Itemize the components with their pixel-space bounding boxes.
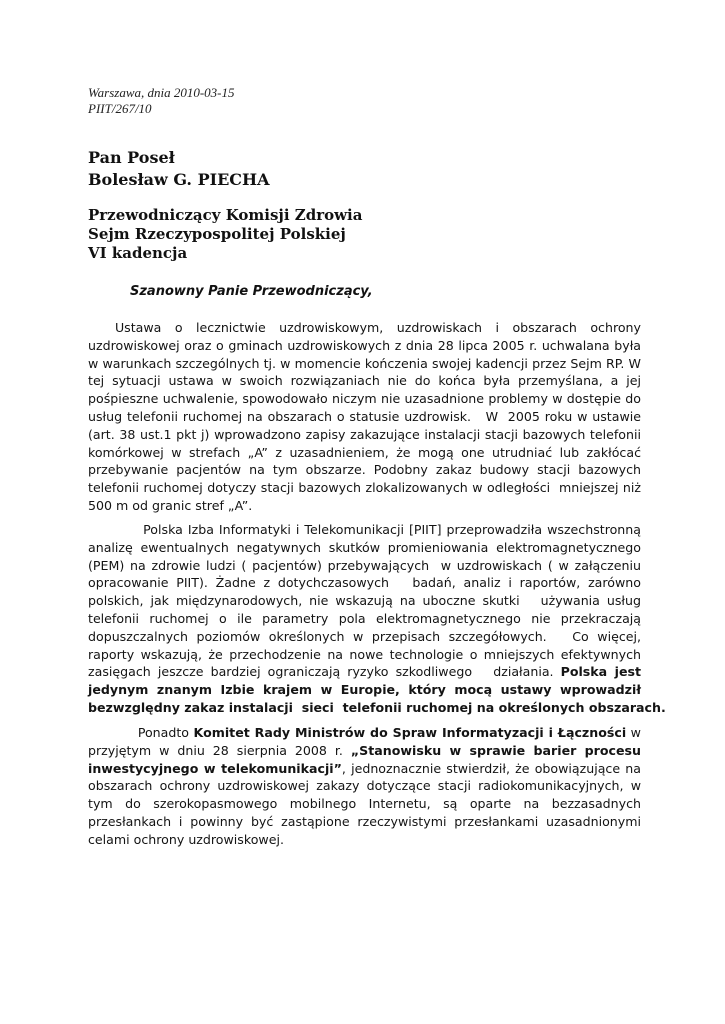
emphasis-text: Polska jest — [560, 664, 641, 680]
body-paragraph-1 — [88, 319, 641, 515]
paragraph-line: opracowanie PIIT). Żadne z dotychczasowych badań, analiz i raportów, zarówno — [88, 575, 641, 591]
paragraph-line: (PEM) na zdrowie ludzi ( pacjentów) przebywających w uzdrowiskach ( w załączeniu — [88, 557, 641, 573]
addressee-title: Pan Poseł — [88, 148, 175, 167]
body-paragraph-3 — [88, 724, 641, 849]
paragraph-line: analizę ewentualnych negatywnych skutków promieniowania elektromagnetycznego — [88, 539, 641, 555]
paragraph-line: przyjętym w dniu 28 sierpnia 2008 r. „Stanowisku w sprawie barier procesu — [88, 742, 642, 758]
committee-term: VI kadencja — [88, 244, 188, 262]
emphasis-text: „Stanowisku w sprawie barier procesu — [350, 742, 642, 758]
emphasis-text: Komitet Rady Ministrów do Spraw Informatyzacji i Łączności — [193, 725, 627, 740]
paragraph-line: 500 m od granic stref „A”. — [88, 497, 253, 513]
addressee-block — [88, 147, 270, 191]
paragraph-line: telefonii ruchomej dotyczy stacji bazowych zlokalizowanych w odległości mniejszej niż — [88, 480, 641, 496]
paragraph-line: inwestycyjnego w telekomunikacji”, jednoznacznie stwierdził, że obowiązujące na — [88, 760, 642, 776]
paragraph-line: komórkowej w strefach „A” z uzasadnieniem, że mogą one utrudniać lub zakłócać — [88, 444, 641, 460]
paragraph-line: telefonii ruchomej o ile parametry pola elektromagnetycznego nie przekraczają — [88, 610, 641, 626]
paragraph-line — [88, 681, 641, 699]
paragraph-line: Ustawa o lecznictwie uzdrowiskowym, uzdrowiskach i obszarach ochrony — [88, 320, 641, 335]
paragraph-line: przesłankach i powinny być zastąpione rzeczywistymi przesłankami uzasadnionymi — [88, 813, 641, 829]
body-paragraph-2 — [88, 521, 666, 717]
paragraph-line: dopuszczalnych poziomów określonych w przepisach szczegółowych. Co więcej, — [88, 628, 641, 644]
paragraph-line: (art. 38 ust.1 pkt j) wprowadzono zapisy zakazujące instalacji stacji bazowych telefonii — [88, 426, 641, 442]
paragraph-line — [88, 699, 666, 717]
emphasis-text: inwestycyjnego w telekomunikacji” — [88, 760, 342, 776]
reference-number: PIIT/267/10 — [88, 101, 152, 116]
committee-block — [88, 206, 362, 263]
paragraph-line: uzdrowiskowej oraz o gminach uzdrowiskowych z dnia 28 lipca 2005 r. uchwalana była — [88, 337, 641, 353]
paragraph-line: tej sytuacji ustawa w swoich rozwiązaniach nie do końca była przemyślana, a jej — [88, 373, 641, 389]
letter-meta — [88, 85, 235, 117]
paragraph-line: tym do szerokopasmowego mobilnego Internetu, są oparte na bezzasadnych — [88, 796, 641, 812]
emphasis-text: bezwzględny zakaz instalacji sieci telefonii ruchomej na określonych obszarach. — [88, 699, 666, 715]
paragraph-line: przebywanie pacjentów na tym obszarze. Podobny zakaz budowy stacji bazowych — [88, 462, 641, 478]
committee-role: Przewodniczący Komisji Zdrowia — [88, 206, 363, 224]
paragraph-line: usług telefonii ruchomej na obszarach o statusie uzdrowisk. W 2005 roku w ustawie — [88, 408, 641, 424]
salutation: Szanowny Panie Przewodniczący, — [130, 284, 373, 299]
paragraph-line: polskich, jak międzynarodowych, nie wskazują na uboczne skutki używania usług — [88, 593, 641, 609]
paragraph-line: w warunkach szczególnych tj. w momencie kończenia swojej kadencji przez Sejm RP. W — [88, 355, 641, 371]
paragraph-line: Ponadto Komitet Rady Ministrów do Spraw Informatyzacji i Łączności w — [88, 725, 641, 740]
paragraph-line: pośpieszne uchwalenie, spowodowało niczym nie uzasadnione problemy w dostępie do — [88, 391, 641, 407]
place-and-date: Warszawa, dnia 2010-03-15 — [88, 85, 235, 100]
paragraph-line: raporty wskazują, że przechodzenie na nowe technologie o mniejszych efektywnych — [88, 646, 641, 662]
paragraph-line: obszarach ochrony uzdrowiskowej zakazy dotyczące stacji radiokomunikacyjnych, w — [88, 778, 641, 794]
addressee-name: Bolesław G. PIECHA — [88, 170, 270, 189]
paragraph-line: Polska Izba Informatyki i Telekomunikacji [PIIT] przeprowadziła wszechstronną — [88, 522, 641, 537]
committee-institution: Sejm Rzeczypospolitej Polskiej — [88, 225, 346, 243]
paragraph-line: celami ochrony uzdrowiskowej. — [88, 831, 284, 847]
paragraph-line: zasięgach jeszcze bardziej ograniczają ryzyko szkodliwego działania. Polska jest — [88, 664, 641, 680]
emphasis-text: jedynym znanym Izbie krajem w Europie, który mocą ustawy wprowadził — [88, 682, 641, 698]
